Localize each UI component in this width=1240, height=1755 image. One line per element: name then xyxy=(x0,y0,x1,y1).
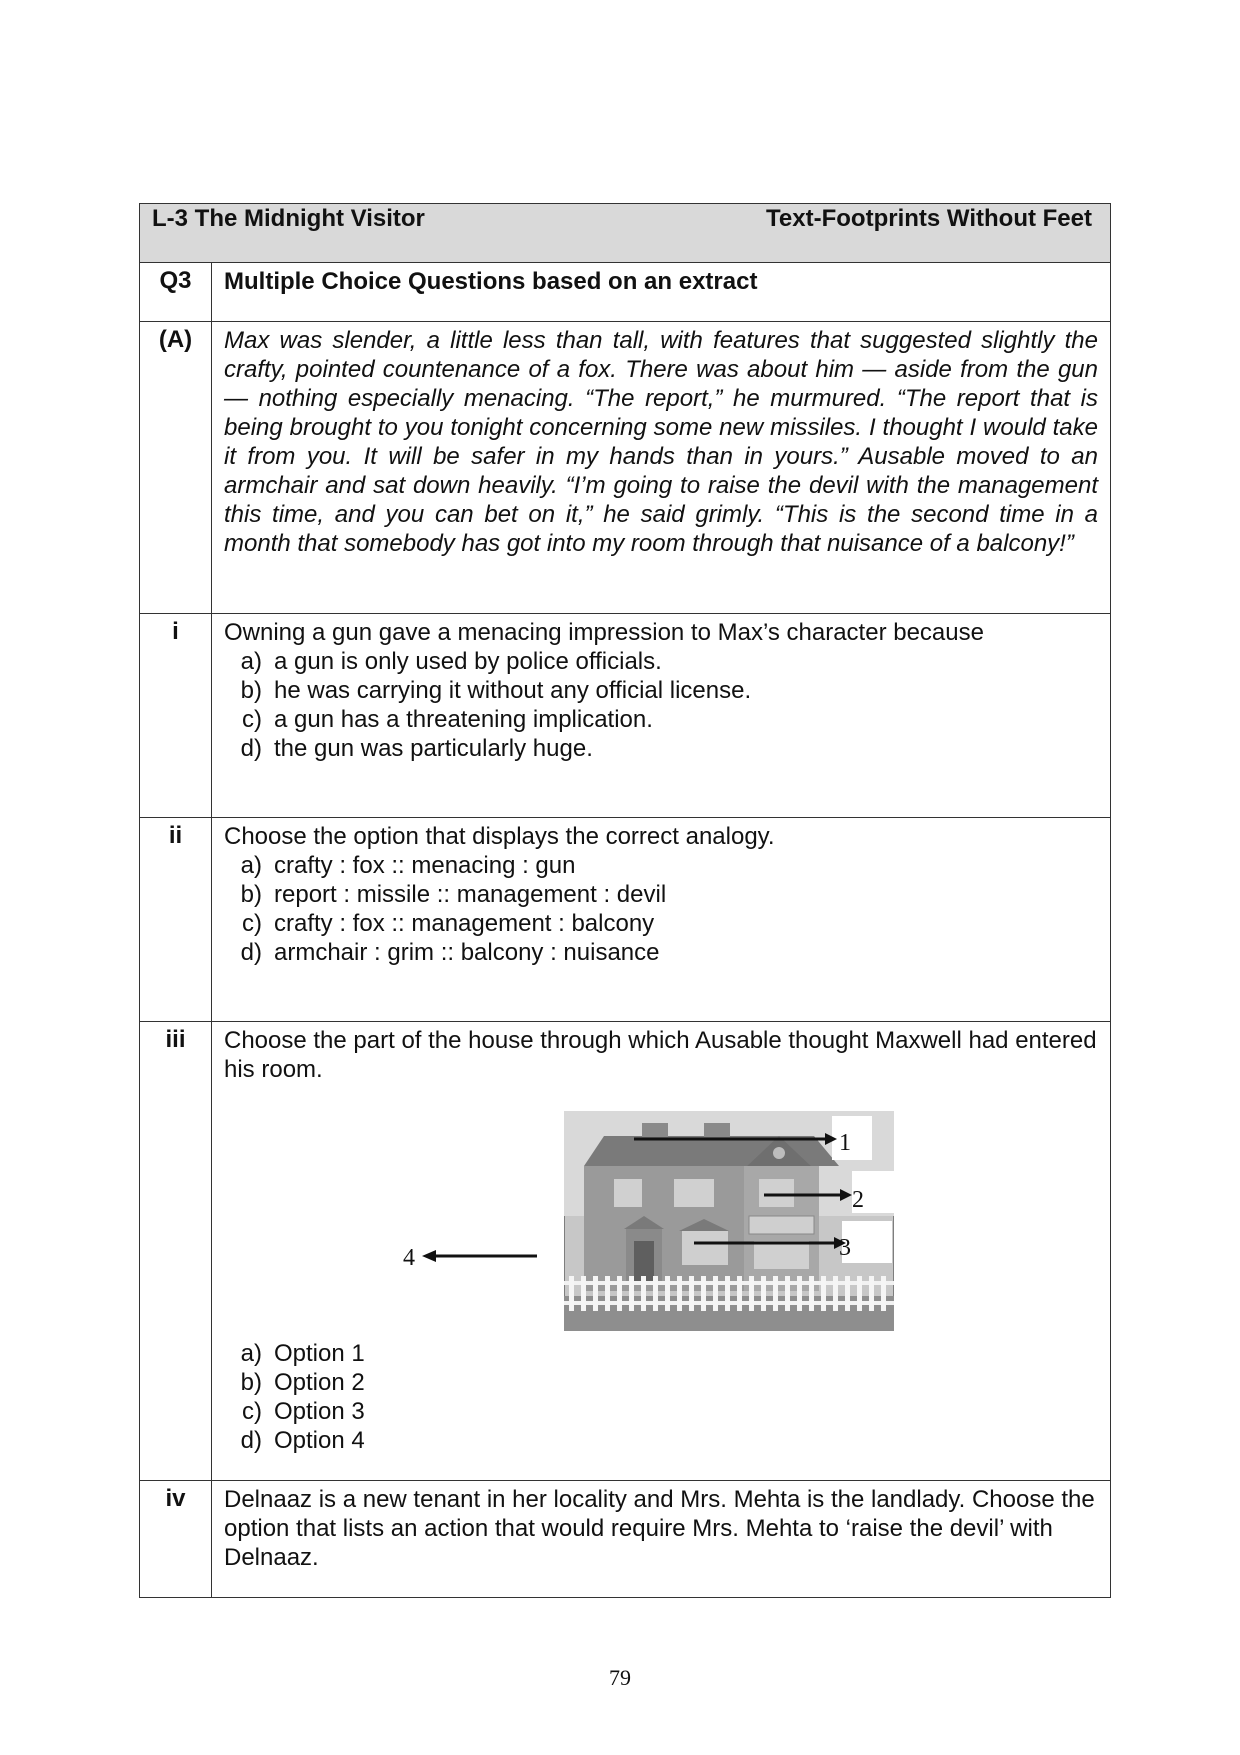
option-b[interactable]: b) report : missile :: management : devil xyxy=(240,881,667,908)
option-c[interactable]: c) crafty : fox :: management : balcony xyxy=(242,910,655,937)
option-c[interactable]: c) a gun has a threatening implication. xyxy=(242,706,653,733)
extract-text: Max was slender, a little less than tall, with features that suggested slightly the crafty, pointed countenance of a fox. There was about him — aside from the gun — nothing especially menacing. “The report,” he murmured. “The report that is being brought to you tonight concerning some new missiles. I thought I would take it from you. It will be safer in my hands than in yours.” Ausable moved to an armchair and sat down heavily. “I’m going to raise the devil with the management this time, and you can bet on it,” he said grimly. “This is the second time in a month that somebody has got into my room through that nuisance of a balcony!” xyxy=(224,327,1098,557)
option-a[interactable]: a) Option 1 xyxy=(240,1340,365,1367)
options-list xyxy=(224,647,1098,763)
figure-label-2: 2 xyxy=(852,1187,864,1213)
item-stem: Choose the option that displays the correct analogy. xyxy=(224,823,775,850)
option-a[interactable]: a) a gun is only used by police officials. xyxy=(240,648,662,675)
question-row xyxy=(140,262,1110,321)
table-header xyxy=(140,204,1110,262)
question-number: Q3 xyxy=(140,263,212,321)
question-title: Multiple Choice Questions based on an extract xyxy=(224,268,758,295)
item-row-iii xyxy=(140,1021,1110,1480)
item-row-i xyxy=(140,613,1110,817)
question-table xyxy=(139,203,1111,1598)
options-list xyxy=(224,1339,1098,1455)
extract-row xyxy=(140,321,1110,613)
page-number: 79 xyxy=(609,1665,631,1690)
lesson-title: L-3 The Midnight Visitor xyxy=(152,205,425,232)
item-stem: Owning a gun gave a menacing impression to Max’s character because xyxy=(224,619,984,646)
option-d[interactable]: d) the gun was particularly huge. xyxy=(240,735,593,762)
arrow-left-icon xyxy=(422,1249,537,1263)
option-b[interactable]: b) he was carrying it without any official license. xyxy=(240,677,752,704)
item-number: i xyxy=(140,614,212,817)
figure-label-1: 1 xyxy=(839,1130,851,1156)
options-list xyxy=(224,851,1098,967)
item-stem: Delnaaz is a new tenant in her locality and Mrs. Mehta is the landlady. Choose the option that lists an action that would require Mrs. Mehta to ‘raise the devil’ with Delnaaz. xyxy=(224,1486,1095,1571)
option-b[interactable]: b) Option 2 xyxy=(240,1369,365,1396)
option-c[interactable]: c) Option 3 xyxy=(242,1398,365,1425)
item-row-iv xyxy=(140,1480,1110,1597)
house-figure xyxy=(224,1084,1098,1339)
item-number: iv xyxy=(140,1481,212,1597)
item-number: ii xyxy=(140,818,212,1021)
option-d[interactable]: d) Option 4 xyxy=(240,1427,365,1454)
text-book-title: Text-Footprints Without Feet xyxy=(766,205,1092,232)
option-a[interactable]: a) crafty : fox :: menacing : gun xyxy=(240,852,576,879)
figure-label-3: 3 xyxy=(839,1235,851,1261)
item-number: iii xyxy=(140,1022,212,1480)
option-d[interactable]: d) armchair : grim :: balcony : nuisance xyxy=(240,939,660,966)
item-row-ii xyxy=(140,817,1110,1021)
extract-label: (A) xyxy=(140,322,212,613)
figure-label-4: 4 xyxy=(403,1245,415,1271)
item-stem: Choose the part of the house through which Ausable thought Maxwell had entered his room. xyxy=(224,1027,1097,1083)
